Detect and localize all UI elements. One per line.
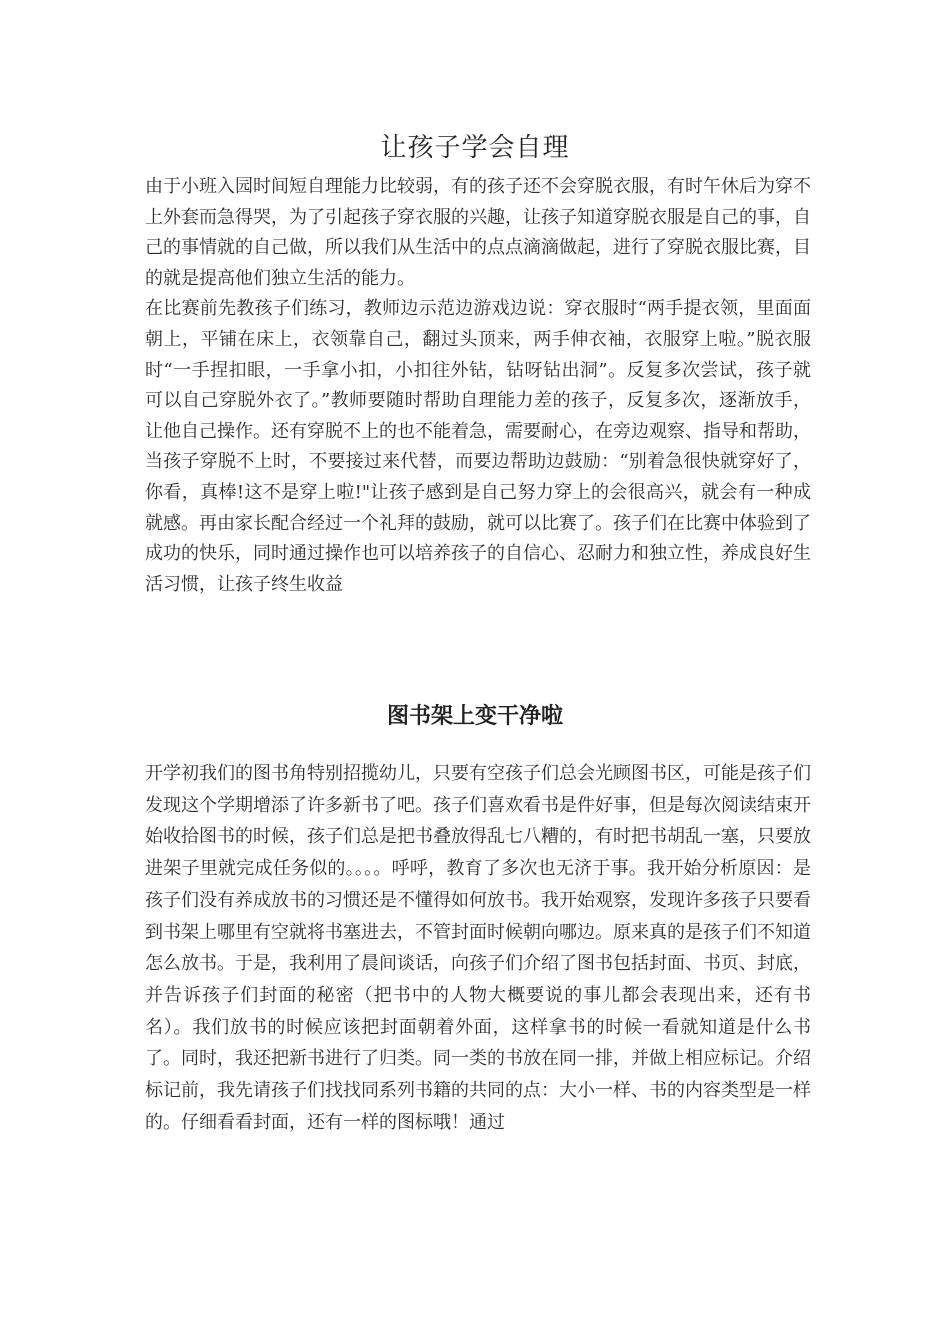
article1-paragraph-2: 在比赛前先教孩子们练习，教师边示范边游戏边说：穿衣服时“两手提衣领，里面面朝上，平铺在床上，衣领靠自己，翻过头顶来，两手伸衣袖，衣服穿上啦。”脱衣服时“一手捏扣眼，一手拿小扣，小扣往外钻，钻呀钻出洞”。反复多次尝试，孩子就可以自己穿脱外衣了。”教师要随时帮助自理能力差的孩子，反复多次，逐渐放手，让他自己操作。还有穿脱不上的也不能着急，需要耐心，在旁边观察、指导和帮助，当孩子穿脱不上时，不要接过来代替，而要边帮助边鼓励：“别着急很快就穿好了，你看，真棒!这不是穿上啦!"让孩子感到是自己努力穿上的会很高兴，就会有一种成就感。再由家长配合经过一个礼拜的鼓励，就可以比赛了。孩子们在比赛中体验到了成功的快乐，同时通过操作也可以培养孩子的自信心、忍耐力和独立性，养成良好生活习惯，让孩子终生收益 [145,298,811,595]
article1-body [145,172,811,600]
article2-title: 图书架上变干净啦 [386,704,563,729]
article1-title: 让孩子学会自理 [380,133,570,163]
article2-paragraph-1: 开学初我们的图书角特别招揽幼儿，只要有空孩子们总会光顾图书区，可能是孩子们发现这个学期增添了许多新书了吧。孩子们喜欢看书是件好事，但是每次阅读结束开始收拾图书的时候，孩子们总是把书叠放得乱七八糟的，有时把书胡乱一塞，只要放进架子里就完成任务似的。。。。呼呼，教育了多次也无济于事。我开始分析原因：是孩子们没有养成放书的习惯还是不懂得如何放书。我开始观察，发现许多孩子只要看到书架上哪里有空就将书塞进去，不管封面时候朝向哪边。原来真的是孩子们不知道怎么放书。于是，我利用了晨间谈话，向孩子们介绍了图书包括封面、书页、封底，并告诉孩子们封面的秘密（把书中的人物大概要说的事儿都会表现出来，还有书名）。我们放书的时候应该把封面朝着外面，这样拿书的时候一看就知道是什么书了。同时，我还把新书进行了归类。同一类的书放在同一排，并做上相应标记。介绍标记前，我先请孩子们找找同系列书籍的共同的点：大小一样、书的内容类型是一样的。仔细看看封面，还有一样的图标哦！通过 [145,763,811,1133]
article2-body [145,758,811,1138]
article1-paragraph-1: 由于小班入园时间短自理能力比较弱，有的孩子还不会穿脱衣服，有时午休后为穿不上外套而急得哭，为了引起孩子穿衣服的兴趣，让孩子知道穿脱衣服是自己的事，自己的事情就的自己做，所以我们从生活中的点点滴滴做起，进行了穿脱衣服比赛，目的就是提高他们独立生活的能力。 [145,176,811,289]
